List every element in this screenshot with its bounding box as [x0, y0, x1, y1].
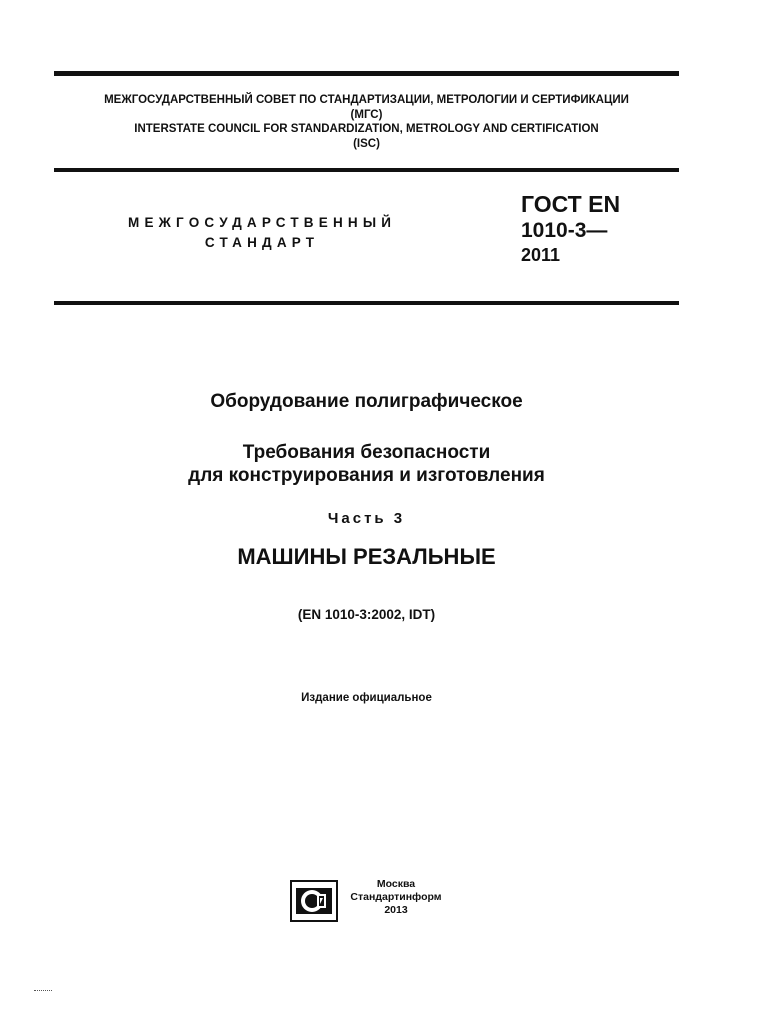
- standard-type-line2: СТАНДАРТ: [204, 235, 320, 250]
- designation-line1: ГОСТ EN: [521, 191, 621, 217]
- document-subtitle: [54, 441, 679, 487]
- subtitle-line2: для конструирования и изготовления: [188, 465, 545, 486]
- part-number: [54, 509, 679, 529]
- designation-line2: 1010-3—: [521, 219, 608, 242]
- top-rule: [54, 71, 679, 76]
- title-main: Оборудование полиграфическое: [210, 391, 523, 412]
- publisher-year: 2013: [384, 904, 408, 916]
- header-divider: [54, 168, 679, 172]
- subtitle-line1: Требования безопасности: [242, 442, 491, 463]
- standard-type: [128, 213, 396, 253]
- publisher-name: Стандартинформ: [350, 891, 442, 903]
- council-name-en: INTERSTATE COUNCIL FOR STANDARDIZATION, METROLOGY AND CERTIFICATION: [134, 123, 599, 135]
- part-title-text: МАШИНЫ РЕЗАЛЬНЫЕ: [237, 544, 496, 569]
- edition-text: Издание официальное: [301, 692, 432, 704]
- part-label: Часть 3: [327, 510, 406, 527]
- council-abbr-en: (ISC): [353, 137, 380, 150]
- document-title: [54, 390, 679, 414]
- page-corner-mark: [34, 990, 52, 994]
- standartinform-logo-icon: [290, 880, 338, 922]
- designation-year: 2011: [521, 245, 561, 265]
- part-title: [54, 543, 679, 571]
- reference-text: (EN 1010-3:2002, IDT): [297, 607, 436, 622]
- publisher-info: [340, 878, 452, 917]
- council-name-ru: МЕЖГОСУДАРСТВЕННЫЙ СОВЕТ ПО СТАНДАРТИЗАЦИИ, МЕТРОЛОГИИ И СЕРТИФИКАЦИИ: [104, 94, 629, 106]
- council-abbr-ru: (МГС): [350, 108, 383, 121]
- standard-type-line1: МЕЖГОСУДАРСТВЕННЫЙ: [128, 215, 397, 230]
- edition-note: [54, 690, 679, 706]
- designation-divider: [54, 301, 679, 305]
- council-header: [54, 93, 679, 151]
- publisher-city: Москва: [376, 878, 416, 890]
- standard-designation: [521, 191, 620, 267]
- reference-standard: [54, 606, 679, 624]
